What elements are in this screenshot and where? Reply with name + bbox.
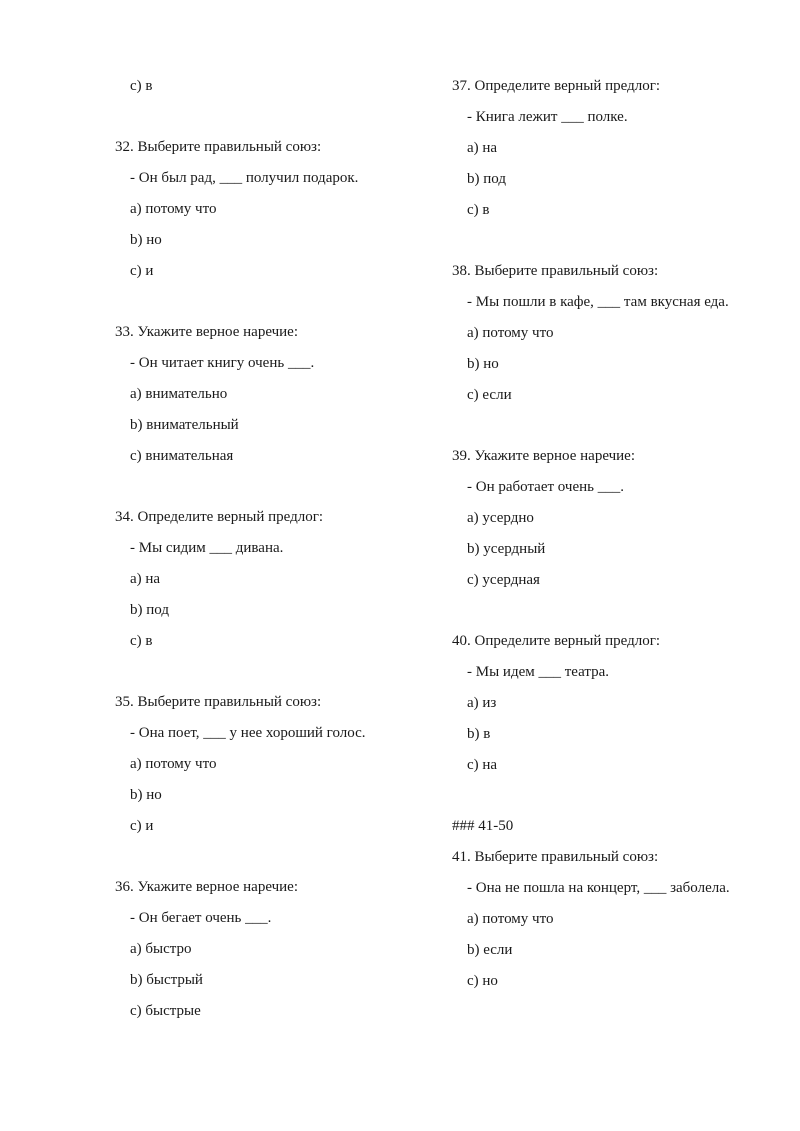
question-title: 40. Определите верный предлог: xyxy=(452,633,661,649)
answer-option: a) внимательно xyxy=(130,386,228,402)
answer-option: a) потому что xyxy=(467,325,554,341)
question-41 xyxy=(452,847,734,1002)
section-heading: ### 41-50 xyxy=(452,818,514,834)
answer-option: c) в xyxy=(130,633,153,649)
question-37 xyxy=(452,76,734,231)
answer-option: c) и xyxy=(130,818,154,834)
answer-option: b) под xyxy=(467,171,506,187)
answer-option: b) но xyxy=(467,356,499,372)
answer-option: b) быстрый xyxy=(130,972,203,988)
question-title: 36. Укажите верное наречие: xyxy=(115,879,299,895)
answer-option: c) усердная xyxy=(467,572,540,588)
answer-option: a) потому что xyxy=(130,201,217,217)
question-sentence: - Мы идем ___ театра. xyxy=(467,664,610,680)
question-38 xyxy=(452,261,734,416)
answer-option: b) в xyxy=(467,726,491,742)
answer-option: c) в xyxy=(130,78,153,94)
answer-option: a) потому что xyxy=(467,911,554,927)
answer-option: a) усердно xyxy=(467,510,534,526)
answer-option: c) в xyxy=(467,202,490,218)
answer-option: b) под xyxy=(130,602,169,618)
question-40 xyxy=(452,631,734,786)
answer-option: b) но xyxy=(130,787,162,803)
question-title: 34. Определите верный предлог: xyxy=(115,509,324,525)
answer-option: b) усердный xyxy=(467,541,546,557)
question-sentence: - Книга лежит ___ полке. xyxy=(467,109,628,125)
answer-option: b) если xyxy=(467,942,513,958)
answer-option: c) быстрые xyxy=(130,1003,201,1019)
answer-option: c) на xyxy=(467,757,498,773)
question-title: 35. Выберите правильный союз: xyxy=(115,694,322,710)
answer-option: c) и xyxy=(130,263,154,279)
answer-option: a) потому что xyxy=(130,756,217,772)
question-title: 33. Укажите верное наречие: xyxy=(115,324,299,340)
answer-option: b) но xyxy=(130,232,162,248)
question-title: 32. Выберите правильный союз: xyxy=(115,139,322,155)
question-title: 38. Выберите правильный союз: xyxy=(452,263,659,279)
question-sentence: - Она не пошла на концерт, ___ заболела. xyxy=(467,880,730,896)
answer-option: a) из xyxy=(467,695,497,711)
answer-option: a) на xyxy=(467,140,498,156)
question-39 xyxy=(452,446,734,601)
question-33 xyxy=(115,322,415,477)
question-title: 39. Укажите верное наречие: xyxy=(452,448,636,464)
question-34 xyxy=(115,507,415,662)
answer-option: c) внимательная xyxy=(130,448,234,464)
answer-option: c) но xyxy=(467,973,498,989)
question-sentence: - Мы пошли в кафе, ___ там вкусная еда. xyxy=(467,294,729,310)
answer-option: c) если xyxy=(467,387,512,403)
question-title: 41. Выберите правильный союз: xyxy=(452,849,659,865)
question-sentence: - Она поет, ___ у нее хороший голос. xyxy=(130,725,366,741)
question-32 xyxy=(115,137,415,292)
left-column xyxy=(115,76,415,1032)
answer-option: b) внимательный xyxy=(130,417,239,433)
question-36 xyxy=(115,877,415,1032)
question-sentence: - Он бегает очень ___. xyxy=(130,910,272,926)
question-title: 37. Определите верный предлог: xyxy=(452,78,661,94)
question-sentence: - Он читает книгу очень ___. xyxy=(130,355,315,371)
right-column xyxy=(452,76,734,1002)
answer-option: a) быстро xyxy=(130,941,192,957)
question-sentence: - Мы сидим ___ дивана. xyxy=(130,540,284,556)
question-sentence: - Он работает очень ___. xyxy=(467,479,624,495)
question-35 xyxy=(115,692,415,847)
answer-option: a) на xyxy=(130,571,161,587)
question-sentence: - Он был рад, ___ получил подарок. xyxy=(130,170,359,186)
